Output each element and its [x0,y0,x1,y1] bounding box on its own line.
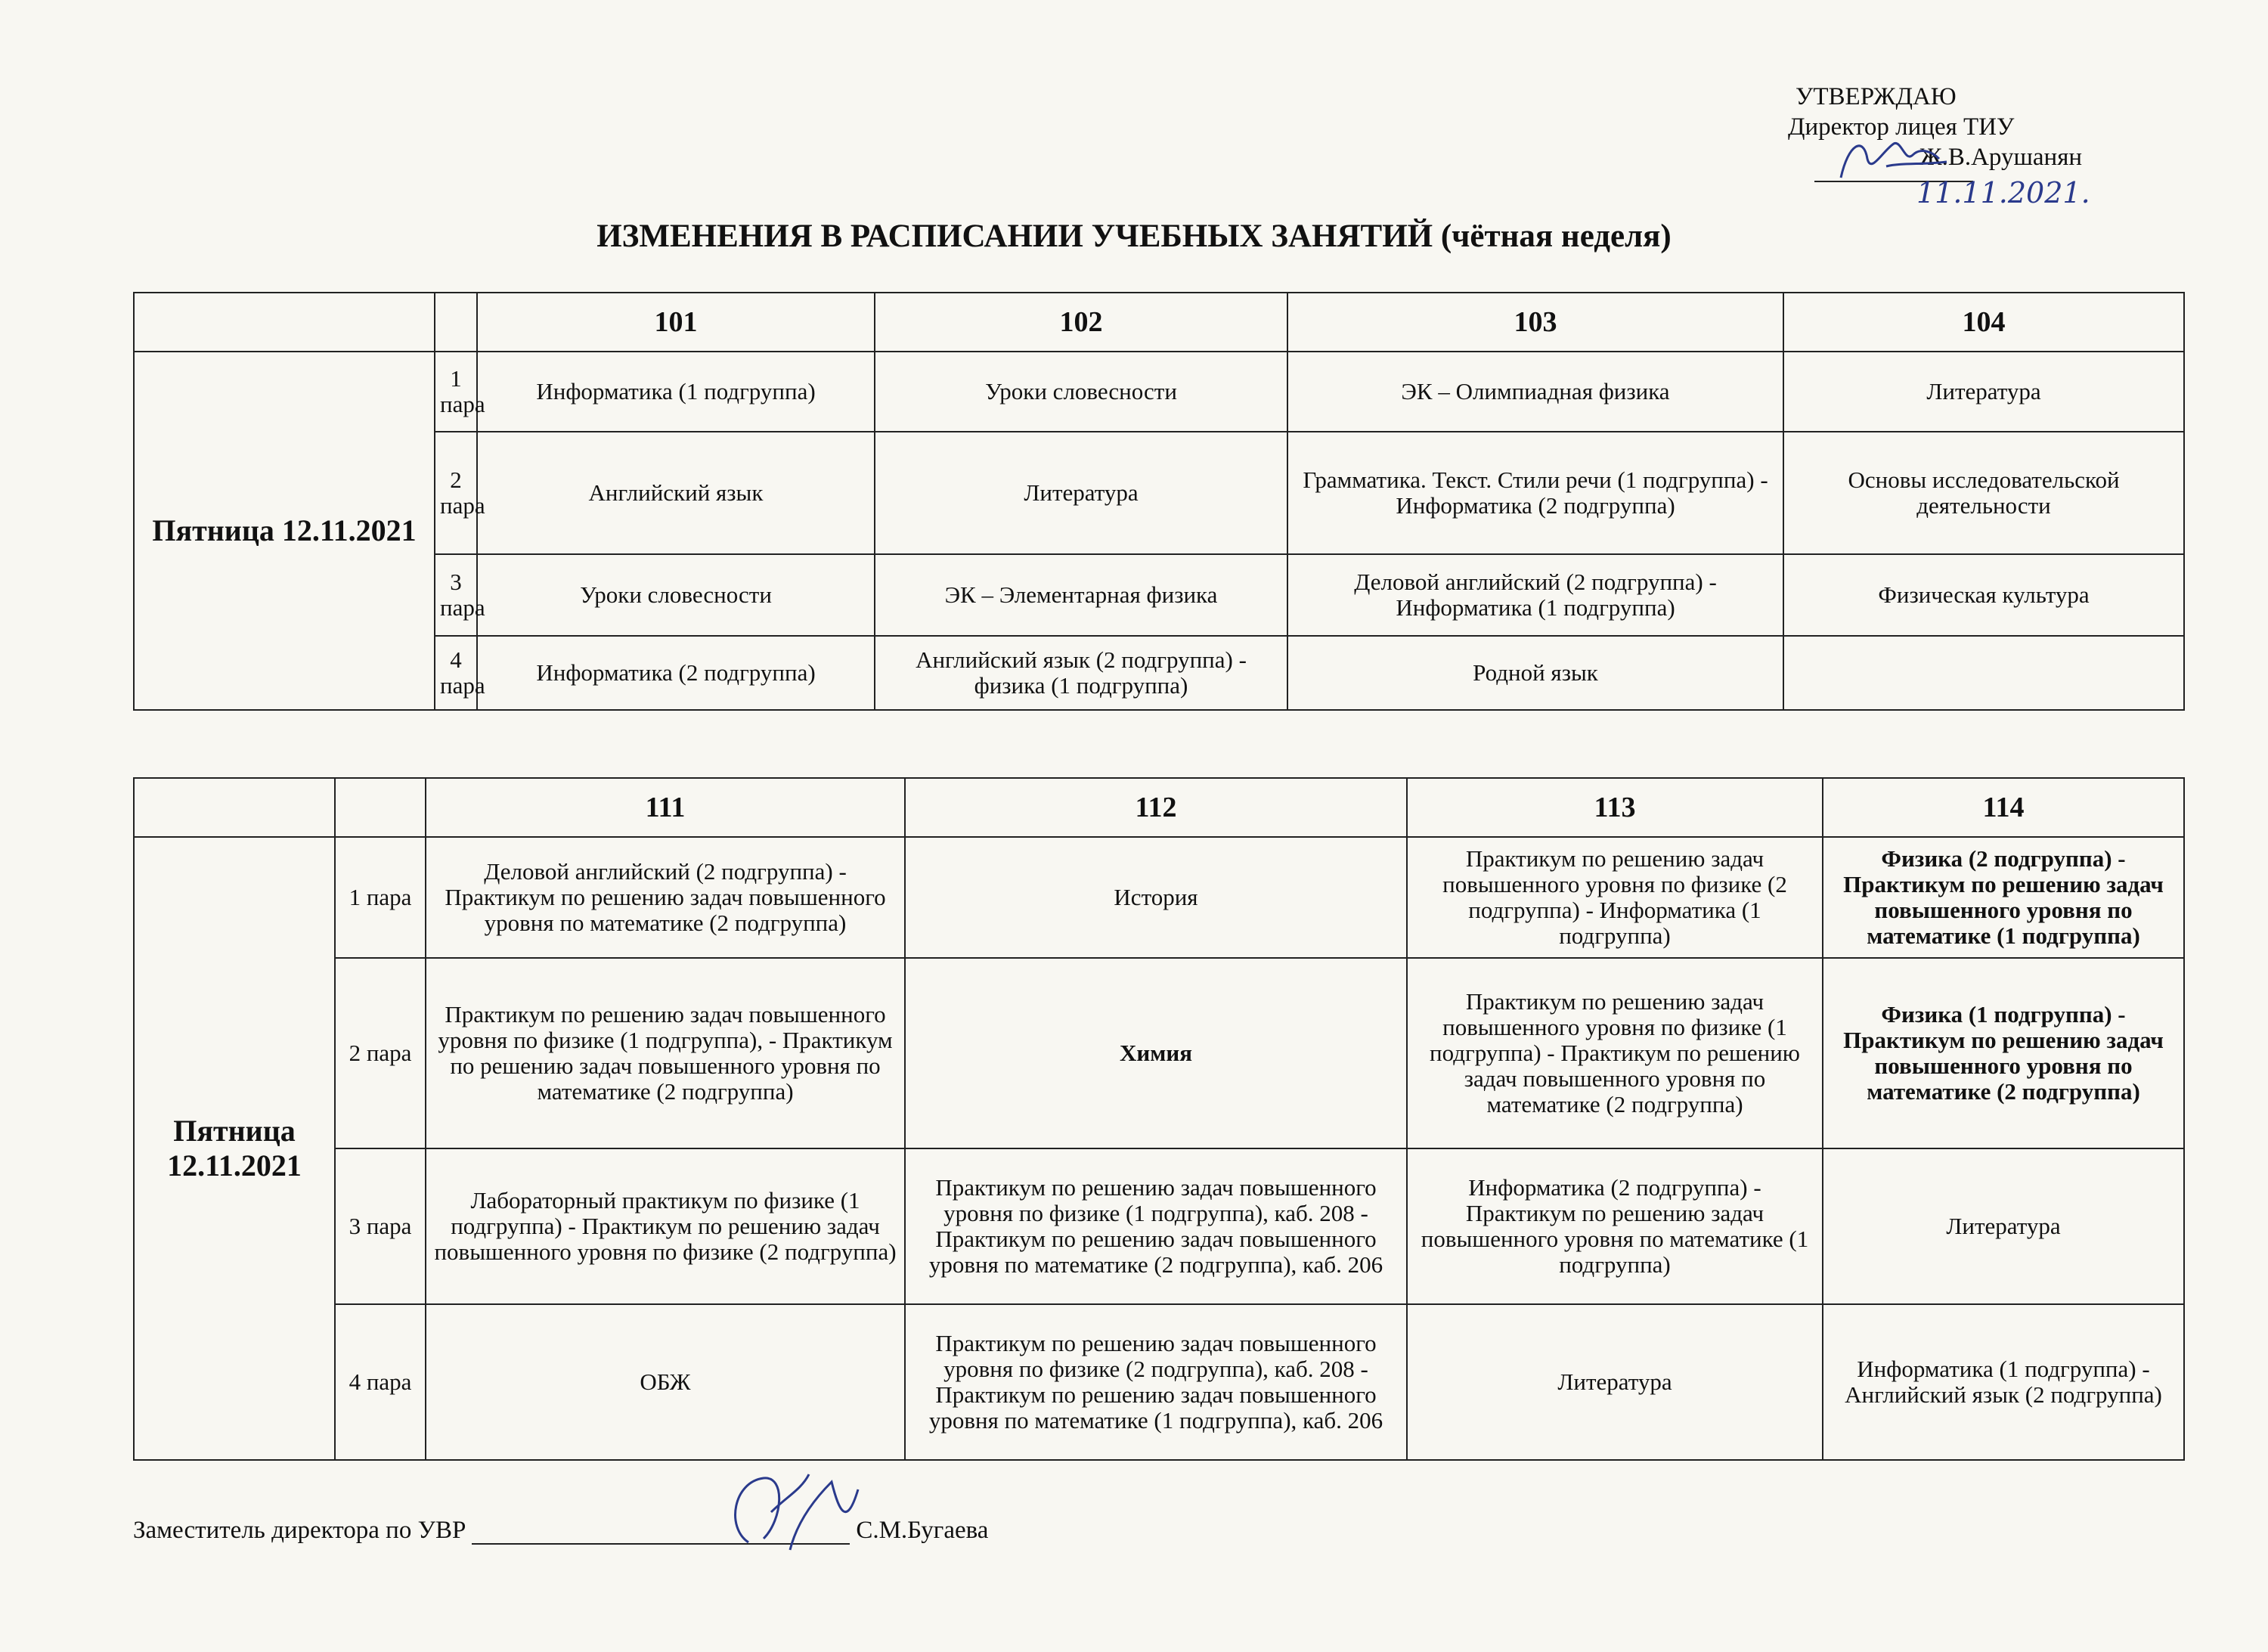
lesson-cell [1783,636,2184,710]
handwritten-date [1913,171,2090,216]
approval-block [1788,82,2136,209]
lesson-cell: Информатика (2 подгруппа) - Практикум по решению задач повышенного уровня по математике (1 подгруппа) [1407,1148,1823,1304]
approval-heading: УТВЕРЖДАЮ [1796,83,1957,110]
footer-name: С.М.Бугаева [856,1517,989,1544]
lesson-cell: Родной язык [1287,636,1783,710]
lesson-cell: Физика (1 подгруппа) - Практикум по решению задач повышенного уровня по математике (2 подгруппа) [1823,958,2184,1148]
para-cell: 2 пара [335,958,426,1148]
para-cell: 4 пара [435,636,477,710]
lesson-cell: Информатика (1 подгруппа) [477,352,875,432]
lesson-cell: ОБЖ [426,1304,905,1460]
table-header-row [134,293,2184,352]
lesson-cell: Информатика (1 подгруппа) - Английский язык (2 подгруппа) [1823,1304,2184,1460]
header-empty [134,778,335,837]
lesson-cell: Уроки словесности [477,554,875,636]
lesson-cell: ЭК – Олимпиадная физика [1287,352,1783,432]
day-cell: Пятница 12.11.2021 [134,352,435,710]
approval-position: Директор лицея ТИУ [1788,113,2015,141]
header-empty [435,293,477,352]
lesson-cell: Литература [1823,1148,2184,1304]
svg-text:11.11.2021.: 11.11.2021. [1916,176,2090,209]
lesson-cell: Деловой английский (2 подгруппа) - Информатика (1 подгруппа) [1287,554,1783,636]
lesson-cell: Основы исследовательской деятельности [1783,432,2184,554]
para-cell: 3 пара [435,554,477,636]
header-group: 102 [875,293,1287,352]
lesson-cell: Грамматика. Текст. Стили речи (1 подгруппа) - Информатика (2 подгруппа) [1287,432,1783,554]
lesson-cell: Английский язык (2 подгруппа) - физика (1 подгруппа) [875,636,1287,710]
header-group: 103 [1287,293,1783,352]
para-cell: 2 пара [435,432,477,554]
lesson-cell: Информатика (2 подгруппа) [477,636,875,710]
header-group: 113 [1407,778,1823,837]
deputy-signature [718,1467,869,1557]
lesson-cell: Деловой английский (2 подгруппа) - Практикум по решению задач повышенного уровня по математике (2 подгруппа) [426,837,905,958]
table-row [134,837,2184,958]
header-group: 101 [477,293,875,352]
header-group: 104 [1783,293,2184,352]
approval-name: Ж.В.Арушанян [1919,144,2083,171]
day-cell: Пятница 12.11.2021 [134,837,335,1460]
document-title: ИЗМЕНЕНИЯ В РАСПИСАНИИ УЧЕБНЫХ ЗАНЯТИЙ (чётная неделя) [596,219,1672,254]
lesson-cell: Физика (2 подгруппа) - Практикум по решению задач повышенного уровня по математике (1 подгруппа) [1823,837,2184,958]
table-row [134,1304,2184,1460]
lesson-cell: Лабораторный практикум по физике (1 подгруппа) - Практикум по решению задач повышенного уровня по физике (2 подгруппа) [426,1148,905,1304]
lesson-cell: История [905,837,1407,958]
para-cell: 1 пара [335,837,426,958]
table-row [134,432,2184,554]
lesson-cell: Английский язык [477,432,875,554]
schedule-table-2 [133,777,2185,1461]
lesson-cell: Практикум по решению задач повышенного уровня по физике (2 подгруппа) - Информатика (1 подгруппа) [1407,837,1823,958]
lesson-cell: Химия [905,958,1407,1148]
para-cell: 1 пара [435,352,477,432]
table-row [134,636,2184,710]
lesson-cell: Литература [875,432,1287,554]
lesson-cell: Практикум по решению задач повышенного уровня по физике (1 подгруппа), - Практикум по решению задач повышенного уровня по математике (2 подгруппа) [426,958,905,1148]
table-row [134,1148,2184,1304]
lesson-cell: Практикум по решению задач повышенного уровня по физике (2 подгруппа), каб. 208 - Практикум по решению задач повышенного уровня по математике (1 подгруппа), каб. 206 [905,1304,1407,1460]
table-row [134,554,2184,636]
header-group: 114 [1823,778,2184,837]
footer-position: Заместитель директора по УВР [133,1517,466,1544]
para-cell: 3 пара [335,1148,426,1304]
header-empty [134,293,435,352]
header-group: 111 [426,778,905,837]
lesson-cell: Практикум по решению задач повышенного уровня по физике (1 подгруппа), каб. 208 - Практикум по решению задач повышенного уровня по математике (2 подгруппа), каб. 206 [905,1148,1407,1304]
lesson-cell: Литература [1407,1304,1823,1460]
header-empty [335,778,426,837]
lesson-cell: Уроки словесности [875,352,1287,432]
table-row [134,958,2184,1148]
lesson-cell: Физическая культура [1783,554,2184,636]
lesson-cell: Литература [1783,352,2184,432]
lesson-cell: Практикум по решению задач повышенного уровня по физике (1 подгруппа) - Практикум по решению задач повышенного уровня по математике (2 подгруппа) [1407,958,1823,1148]
lesson-cell: ЭК – Элементарная физика [875,554,1287,636]
header-group: 112 [905,778,1407,837]
para-cell: 4 пара [335,1304,426,1460]
table-row [134,352,2184,432]
schedule-table-1 [133,292,2185,711]
table-header-row [134,778,2184,837]
